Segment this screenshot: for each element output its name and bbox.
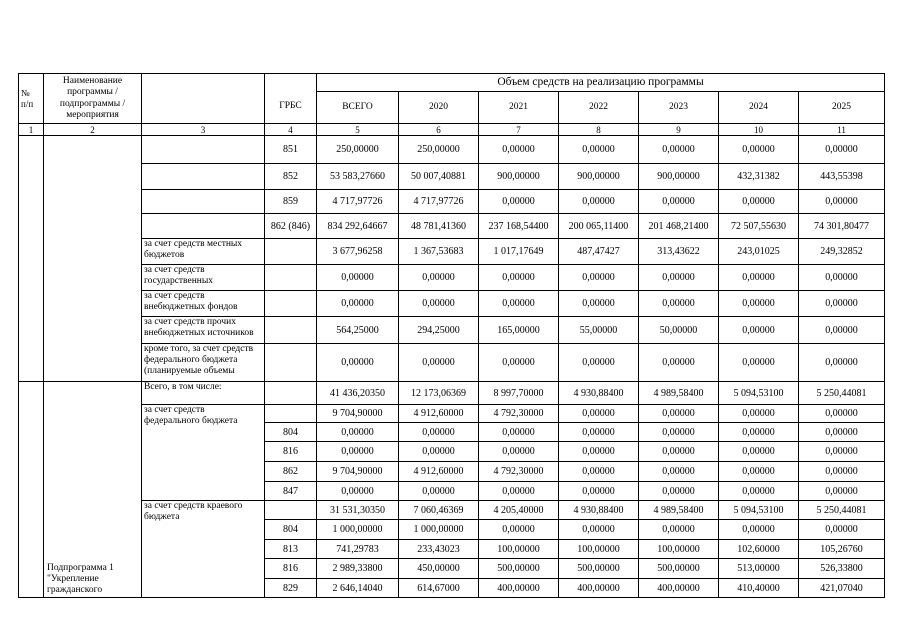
grbs-code-cell: 816: [265, 442, 317, 462]
amount-2020-cell: 1 000,00000: [399, 520, 479, 540]
header-year: 2024: [719, 92, 799, 124]
column-number-row: [19, 124, 885, 136]
amount-2025-cell: 5 250,44081: [799, 382, 885, 405]
amount-2020-cell: 0,00000: [399, 482, 479, 501]
amount-2023-cell: 0,00000: [639, 265, 719, 291]
header-number: № п/п: [19, 74, 44, 124]
grbs-code-cell: 847: [265, 482, 317, 501]
amount-2021-cell: 0,00000: [479, 520, 559, 540]
column-number: 4: [265, 124, 317, 136]
amount-2023-cell: 313,43622: [639, 239, 719, 265]
amount-total-cell: 31 531,30350: [317, 501, 399, 520]
amount-2020-cell: 0,00000: [399, 291, 479, 317]
amount-2024-cell: 0,00000: [719, 520, 799, 540]
amount-2025-cell: 105,26760: [799, 540, 885, 559]
amount-2021-cell: 0,00000: [479, 136, 559, 164]
program-name-cell: [44, 136, 142, 382]
amount-2022-cell: 100,00000: [559, 540, 639, 559]
amount-2025-cell: 526,33800: [799, 559, 885, 579]
grbs-code-cell: 859: [265, 190, 317, 214]
funding-source-label: за счет средств местных бюджетов: [142, 239, 265, 265]
column-number: 10: [719, 124, 799, 136]
row-number-cell: [19, 382, 44, 598]
amount-2021-cell: 4 205,40000: [479, 501, 559, 520]
amount-2024-cell: 410,40000: [719, 579, 799, 598]
table-row: [19, 405, 885, 423]
table-row: [19, 164, 885, 190]
amount-2020-cell: 7 060,46369: [399, 501, 479, 520]
amount-2025-cell: 0,00000: [799, 482, 885, 501]
amount-2022-cell: 4 930,88400: [559, 501, 639, 520]
amount-total-cell: 0,00000: [317, 423, 399, 442]
amount-2020-cell: 48 781,41360: [399, 214, 479, 239]
header-year: 2023: [639, 92, 719, 124]
grbs-code-cell: 852: [265, 164, 317, 190]
amount-2020-cell: 4 912,60000: [399, 462, 479, 482]
grbs-code-cell: 829: [265, 579, 317, 598]
amount-2020-cell: 233,43023: [399, 540, 479, 559]
amount-2024-cell: 72 507,55630: [719, 214, 799, 239]
amount-2023-cell: 201 468,21400: [639, 214, 719, 239]
column-number: 7: [479, 124, 559, 136]
column-number: 1: [19, 124, 44, 136]
funding-source-label: [142, 136, 265, 164]
amount-2025-cell: 0,00000: [799, 136, 885, 164]
table-row: [19, 239, 885, 265]
column-number: 3: [142, 124, 265, 136]
amount-2025-cell: 0,00000: [799, 265, 885, 291]
header-year: 2020: [399, 92, 479, 124]
grbs-code-cell: 851: [265, 136, 317, 164]
amount-2023-cell: 0,00000: [639, 442, 719, 462]
grbs-code-cell: 862: [265, 462, 317, 482]
amount-total-cell: 2 989,33800: [317, 559, 399, 579]
column-number: 11: [799, 124, 885, 136]
table-row: [19, 136, 885, 164]
amount-2024-cell: 0,00000: [719, 265, 799, 291]
amount-2024-cell: 0,00000: [719, 482, 799, 501]
grbs-code-cell: [265, 239, 317, 265]
amount-2024-cell: 0,00000: [719, 190, 799, 214]
amount-2020-cell: 294,25000: [399, 317, 479, 344]
table-row: [19, 317, 885, 344]
amount-total-cell: 3 677,96258: [317, 239, 399, 265]
amount-total-cell: 250,00000: [317, 136, 399, 164]
table-row: [19, 214, 885, 239]
amount-2024-cell: 243,01025: [719, 239, 799, 265]
amount-2025-cell: 74 301,80477: [799, 214, 885, 239]
header-year: 2022: [559, 92, 639, 124]
amount-2025-cell: 5 250,44081: [799, 501, 885, 520]
grbs-code-cell: [265, 291, 317, 317]
grbs-code-cell: [265, 344, 317, 382]
amount-2022-cell: 0,00000: [559, 482, 639, 501]
amount-total-cell: 2 646,14040: [317, 579, 399, 598]
table-row: [19, 501, 885, 520]
funding-source-label: за счет средств государственных: [142, 265, 265, 291]
amount-total-cell: 834 292,64667: [317, 214, 399, 239]
amount-2022-cell: 0,00000: [559, 136, 639, 164]
amount-2021-cell: 0,00000: [479, 344, 559, 382]
amount-2023-cell: 0,00000: [639, 405, 719, 423]
amount-2020-cell: 0,00000: [399, 442, 479, 462]
amount-2023-cell: 50,00000: [639, 317, 719, 344]
budget-table: [18, 73, 885, 598]
grbs-code-cell: [265, 317, 317, 344]
amount-2025-cell: 0,00000: [799, 291, 885, 317]
amount-total-cell: 0,00000: [317, 291, 399, 317]
amount-2025-cell: 0,00000: [799, 344, 885, 382]
amount-2024-cell: 513,00000: [719, 559, 799, 579]
funding-source-label: [142, 214, 265, 239]
amount-2021-cell: 500,00000: [479, 559, 559, 579]
grbs-code-cell: 816: [265, 559, 317, 579]
amount-2023-cell: 0,00000: [639, 190, 719, 214]
grbs-code-cell: [265, 501, 317, 520]
amount-2024-cell: 0,00000: [719, 423, 799, 442]
amount-2020-cell: 250,00000: [399, 136, 479, 164]
amount-2023-cell: 500,00000: [639, 559, 719, 579]
header-year: 2025: [799, 92, 885, 124]
grbs-code-cell: 813: [265, 540, 317, 559]
amount-2024-cell: 0,00000: [719, 405, 799, 423]
grbs-code-cell: [265, 265, 317, 291]
amount-2020-cell: 450,00000: [399, 559, 479, 579]
amount-2024-cell: 102,60000: [719, 540, 799, 559]
amount-total-cell: 0,00000: [317, 265, 399, 291]
header-funding-source: [142, 74, 265, 124]
amount-2025-cell: 0,00000: [799, 442, 885, 462]
amount-2020-cell: 1 367,53683: [399, 239, 479, 265]
amount-total-cell: 4 717,97726: [317, 190, 399, 214]
amount-2020-cell: 0,00000: [399, 344, 479, 382]
table-row: [19, 265, 885, 291]
amount-2022-cell: 0,00000: [559, 265, 639, 291]
amount-2025-cell: 0,00000: [799, 462, 885, 482]
amount-2023-cell: 0,00000: [639, 462, 719, 482]
table-row: [19, 190, 885, 214]
amount-2025-cell: 0,00000: [799, 423, 885, 442]
amount-2021-cell: 900,00000: [479, 164, 559, 190]
grbs-code-cell: [265, 405, 317, 423]
amount-2022-cell: 0,00000: [559, 190, 639, 214]
column-number: 9: [639, 124, 719, 136]
amount-2020-cell: 614,67000: [399, 579, 479, 598]
amount-2023-cell: 0,00000: [639, 344, 719, 382]
amount-2025-cell: 443,55398: [799, 164, 885, 190]
amount-2020-cell: 12 173,06369: [399, 382, 479, 405]
grbs-code-cell: 804: [265, 423, 317, 442]
amount-2023-cell: 0,00000: [639, 291, 719, 317]
amount-2023-cell: 4 989,58400: [639, 501, 719, 520]
amount-total-cell: 564,25000: [317, 317, 399, 344]
amount-2021-cell: 1 017,17649: [479, 239, 559, 265]
amount-2022-cell: 0,00000: [559, 291, 639, 317]
amount-2021-cell: 0,00000: [479, 291, 559, 317]
grbs-code-cell: 862 (846): [265, 214, 317, 239]
amount-2022-cell: 900,00000: [559, 164, 639, 190]
table-row: [19, 344, 885, 382]
header-funding-title: Объем средств на реализацию программы: [317, 74, 885, 92]
funding-source-label: [142, 190, 265, 214]
amount-2024-cell: 0,00000: [719, 344, 799, 382]
amount-2021-cell: 100,00000: [479, 540, 559, 559]
amount-2024-cell: 5 094,53100: [719, 382, 799, 405]
amount-2024-cell: 0,00000: [719, 317, 799, 344]
amount-total-cell: 41 436,20350: [317, 382, 399, 405]
amount-2022-cell: 500,00000: [559, 559, 639, 579]
amount-2024-cell: 0,00000: [719, 136, 799, 164]
amount-2021-cell: 0,00000: [479, 442, 559, 462]
amount-2020-cell: 50 007,40881: [399, 164, 479, 190]
funding-source-label: кроме того, за счет средств федерального бюджета (планируемые объемы: [142, 344, 265, 382]
amount-2020-cell: 4 717,97726: [399, 190, 479, 214]
amount-2021-cell: 400,00000: [479, 579, 559, 598]
amount-2023-cell: 4 989,58400: [639, 382, 719, 405]
amount-2020-cell: 0,00000: [399, 265, 479, 291]
table-row: [19, 382, 885, 405]
amount-2021-cell: 4 792,30000: [479, 462, 559, 482]
amount-2024-cell: 5 094,53100: [719, 501, 799, 520]
column-number: 6: [399, 124, 479, 136]
amount-2025-cell: 421,07040: [799, 579, 885, 598]
grbs-code-cell: [265, 382, 317, 405]
amount-total-cell: 0,00000: [317, 344, 399, 382]
amount-2022-cell: 200 065,11400: [559, 214, 639, 239]
grbs-code-cell: 804: [265, 520, 317, 540]
amount-2022-cell: 487,47427: [559, 239, 639, 265]
amount-2025-cell: 0,00000: [799, 405, 885, 423]
amount-2023-cell: 0,00000: [639, 423, 719, 442]
header-year: 2021: [479, 92, 559, 124]
column-number: 5: [317, 124, 399, 136]
amount-2022-cell: 4 930,88400: [559, 382, 639, 405]
amount-2022-cell: 400,00000: [559, 579, 639, 598]
amount-2022-cell: 0,00000: [559, 405, 639, 423]
amount-2021-cell: 0,00000: [479, 190, 559, 214]
funding-source-label: за счет средств внебюджетных фондов: [142, 291, 265, 317]
header-total: ВСЕГО: [317, 92, 399, 124]
funding-source-label: [142, 164, 265, 190]
amount-2022-cell: 0,00000: [559, 344, 639, 382]
amount-total-cell: 9 704,90000: [317, 462, 399, 482]
table-row: [19, 291, 885, 317]
funding-source-label: за счет средств федерального бюджета: [142, 405, 265, 501]
funding-source-label: за счет средств краевого бюджета: [142, 501, 265, 598]
header-grbs: ГРБС: [265, 74, 317, 124]
amount-2024-cell: 0,00000: [719, 462, 799, 482]
amount-2024-cell: 0,00000: [719, 291, 799, 317]
amount-2024-cell: 432,31382: [719, 164, 799, 190]
column-number: 8: [559, 124, 639, 136]
amount-2023-cell: 0,00000: [639, 520, 719, 540]
amount-2021-cell: 4 792,30000: [479, 405, 559, 423]
amount-2022-cell: 0,00000: [559, 462, 639, 482]
amount-2025-cell: 249,32852: [799, 239, 885, 265]
amount-2021-cell: 0,00000: [479, 482, 559, 501]
amount-2025-cell: 0,00000: [799, 520, 885, 540]
amount-2023-cell: 0,00000: [639, 136, 719, 164]
amount-total-cell: 741,29783: [317, 540, 399, 559]
amount-2025-cell: 0,00000: [799, 190, 885, 214]
amount-total-cell: 53 583,27660: [317, 164, 399, 190]
amount-2021-cell: 165,00000: [479, 317, 559, 344]
amount-2024-cell: 0,00000: [719, 442, 799, 462]
header-row-top: [19, 74, 885, 92]
row-number-cell: [19, 136, 44, 382]
amount-2021-cell: 8 997,70000: [479, 382, 559, 405]
amount-2022-cell: 55,00000: [559, 317, 639, 344]
amount-2020-cell: 4 912,60000: [399, 405, 479, 423]
amount-total-cell: 0,00000: [317, 442, 399, 462]
amount-2023-cell: 100,00000: [639, 540, 719, 559]
amount-2021-cell: 0,00000: [479, 423, 559, 442]
amount-2025-cell: 0,00000: [799, 317, 885, 344]
amount-total-cell: 0,00000: [317, 482, 399, 501]
amount-2022-cell: 0,00000: [559, 442, 639, 462]
amount-2023-cell: 0,00000: [639, 482, 719, 501]
table-body: [19, 136, 885, 598]
amount-total-cell: 1 000,00000: [317, 520, 399, 540]
amount-2020-cell: 0,00000: [399, 423, 479, 442]
program-name-cell: Подпрограмма 1 "Укрепление гражданского: [44, 382, 142, 598]
amount-2023-cell: 900,00000: [639, 164, 719, 190]
column-number: 2: [44, 124, 142, 136]
amount-2021-cell: 237 168,54400: [479, 214, 559, 239]
table-header: [19, 74, 885, 136]
header-program-name: Наименование программы / подпрограммы / мероприятия: [44, 74, 142, 124]
amount-total-cell: 9 704,90000: [317, 405, 399, 423]
amount-2022-cell: 0,00000: [559, 520, 639, 540]
amount-2023-cell: 400,00000: [639, 579, 719, 598]
funding-source-label: за счет средств прочих внебюджетных источников: [142, 317, 265, 344]
funding-source-label: Всего, в том числе:: [142, 382, 265, 405]
amount-2022-cell: 0,00000: [559, 423, 639, 442]
amount-2021-cell: 0,00000: [479, 265, 559, 291]
